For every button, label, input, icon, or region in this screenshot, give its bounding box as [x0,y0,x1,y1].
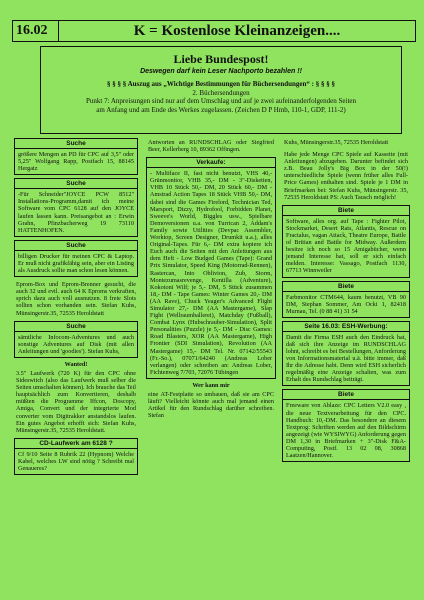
ad-body: billigen Drucker für meinen CPC & Laptop. Er muß nicht grafikfähig sein, aber ein Listing als Ausdruck sollte man schon lesen können. [18,252,134,275]
ad-heading: CD-Laufwerk am 6128 ? [15,439,137,449]
ad-kuhs-address: Kuhs, Münsingerstr.35, 72535 Heroldstatt [284,139,389,146]
ad-heading: Suche [15,322,137,332]
intro-line-3: Punkt 7: Anpreisungen sind nur auf dem Umschlag und auf je zwei aufeinanderfolgenden Seiten [85,97,356,105]
ad-heading: Suche [15,139,137,149]
ad-body: Cf 9/10 Seite 8 Rubrik 22 (Hypnom) Welche Kabel, welches LW sind nötig ? Schreibt mal Genaueres? [18,450,134,472]
ad-wer-heading: Wer kann mir [192,381,230,389]
column-1 [14,138,138,478]
ad-biete-3 [282,389,410,462]
page-title: K = Kostenlose Kleinanzeigen.... [133,22,341,39]
ad-cd-laufwerk [14,438,138,475]
ad-body: Software, alles org. auf Tape : Fighter Pilot, Stockmarket, Desert Rats, Atlantis, Rescue on Fractalus, vagan Attack, Theatre Europe, Battle of Britian and Battle for Midway. Außerdem besitze ich noch so 15 Amigabücher, wenn jemand Interesse hat, soll er sich einfach melden. Interesse: Vassago, Postfach 1130, 67713 Winnweiler [286,217,406,275]
ad-biete-2 [282,281,410,318]
ad-antworten: Antworten an RUNDSCHLAG oder Siegfried Beer, Kellerberg 10, 89362 Offingen. [148,139,274,154]
intro-subtitle: Deswegen darf kein Leser Nachporto bezahlen !! [140,68,302,75]
intro-line-2: 2. Büchersendungen [192,88,250,97]
ad-verkaufe [146,157,276,379]
ad-heading: Suche [15,179,137,189]
ad-heading: Seite 16.03: ESH-Werbung: [283,322,409,332]
ad-habe: Habe jede Menge CPC Spiele auf Kassette (mit Anleitungen) abzugeben. Darunter befindet sich z.B. Beau Jolly's Big Box in der 50(!) unterschiedliche Spiele (wenn früher alles Full-Price Games) enthalten sind. Spiele je 1 DM in Briefmarken bei: Stefan Kuhs, Münsingerstr. 35, 72535 Heroldstatt PS: Auch Tausch möglich! [284,151,408,201]
ad-esh-werbung [282,321,410,387]
intro-line-1: § § § § Auszug aus „Wichtige Bestimmungen für Büchersendungen“ : § § § § [106,80,336,88]
page-number: 16.02 [13,21,59,41]
ad-heading: Biete [283,390,409,400]
ad-body: Damit die Firma ESH auch den Eindruck hat, daß sich ihre Anzeige im RUNDSCHLAG lohnt, schreibt es bei Bestellungen, Anforderung von Informationsmaterial u.ä. bitte immer, daß Ihr die Adresse habt. Denn wird ESH sicherlich regelmäßig eine Anzeige schalten, was zum Erhalt des Rundschlag beiträgt. [286,333,406,384]
ad-heading: Biete [283,282,409,292]
ad-suche-2 [14,178,138,237]
ad-wanted-body: 3.5" Laufwerk (720 K) für den CPC ohne Sideswitch (also das Laufwerk muß selber die Seiten umschalten können). Ich brauche das Teil hauptsächlich zum Konvertieren, deshalb müßten die Programme Iffcon, Doscopy, Amiga, Convert und der integrierte Mod converter vom Digitrakker anstandslos laufen. Ein gutes Angebot erhofft sich: Stefan Kuhs, Münsingerstr.35, 72535 Heroldstatt. [16,369,136,434]
ad-wanted-heading: Wanted! [64,360,88,368]
column-2 [146,138,276,423]
intro-title: Liebe Bundespost! [173,52,269,66]
ad-body: Freeware von Ablaze: CPC Letters V2.0 easy , die neue Textverarbeitung für den CPC. Handbuch: 10,-DM. Das besondere an diesem Textprog: Schriften werden auf den Bildschirm angezeigt (wie WYSIWYG) Anforderung gegen DM 1,30 in Briefmarken + 3"-Disk F&A-Computing, Postf. 13 02 08, 30868 Laatzen/Hannover. [286,402,406,460]
ad-heading: Biete [283,206,409,216]
ad-suche-1 [14,138,138,175]
ad-heading: Suche [15,241,137,251]
page-header [12,20,416,42]
ad-body: Farbmonitor CTM644, kaum benutzt, VB 90 DM, Stephan Sommer, Am Ocki 1, 82418 Murnau, Tel. (0 88 41) 31 54 [286,293,406,315]
ad-suche-3 [14,240,138,277]
ad-body: -Für Schneider"JOYCE PCW 8512" Installations-Programm,damit ich meine Software vom CPC 6128 auf den JOYCE laufen lassen kann. Preisangebot an : Erwin Grahn, Pfinzbacherweg 19 73110 HATTENHOFEN. [18,191,134,234]
intro-box [40,46,402,134]
ad-heading: Verkaufe: [147,158,275,168]
ad-wer-body: eine AT-Festplatte so umbauen, daß sie am CPC läuft? Vielleicht könnte auch mal jemand einen Artikel für den Rundschlag darüber schreiben. Stefan [148,391,274,420]
ad-body: größere Mengen an PD für CPC auf 3,5" oder 5,25" Wolfgang Rapp, Postfach 15, 88145 Hergatz [18,151,134,173]
column-3 [282,138,410,465]
ad-suche-4 [14,321,138,358]
ad-body: sämtliche Infocom-Adventures und auch sonstige Adventures auf Disk (mit allen Anleitungen und 'goodies'). Stefan Kuhs, [18,333,134,355]
ad-eprom: Eprom-Box und Eprom-Brenner gesucht, die auch 32 und evtl. auch 64 K Eproms verkraften, sprich dazu auch voll ausnutzen. 8 freie Slots sollten schon vorhanden sein. Stefan Kuhs, Münsingerstr.35, 72535 Heroldstatt [16,281,136,317]
ad-body: - Multiface II, fast nicht benutzt, VHS 40,- Grünmonitor, VHB 35,- DM - 3"-Disketten, VHB 10 Stück 50,- DM, 20 Stück 60,- DM - Amstrad Action Tapes 18 Stück VHB 50,- DM, dabei sind die Games Firelord, Technician Ted, Marsport, Dizzy, Hydrofool, Forbidden Planet, Sweeve's World, Biggles usw., Spielbare Demoversionen u.a. von Turrican 2, Addam's Family sowie Utilities (Devpac Assembler, Worktop, Screen Designer, Drumkit u.a.), alles Original-Tapes. Für 6,- DM extra kopiere ich Euch auch die Seiten mit den Anleitungen aus dem Heft - Low Budged Games (Tape): Grand Prix Simulator, Speed King (Motorrad-Rennen), Rastercan, Into Oblivion, Zub, Storm, Montezumasrevenge, Kentilla (Adventure), Kokotoni Wilf; je 5,- DM, 5 Stück zusammen 18,- DM - Tape Games: Winter Games 20,- DM (AA Rave), Chuck Yeager's Advanced Flight Simulator 27,- DM (AA Mastergame), Slap Fight (Wellraumballerei), Matchday (Fußball), Combat Lynx (Hubschrauber-Simulation), Split Personalities (Puzzle) je 5,- DM - Disc Games: Road Blasters, XOR (AA Mastergame), High Frontier (SDI Simulation), Revolution (AA Mastergame) 15,- DM Tel. Nr. 07142/55543 (Fr.-So.), 07071/64240 (Andreas Lober verlangen) oder schreiben an: Andreas Lober, Fichtenweg 7/703, 72076 Tübingen [150,170,272,376]
ad-biete-1 [282,205,410,278]
intro-line-4: am Anfang und am Ende des Werkes zugelassen. (Zeichen D P Hmb, 110-1, GDP, 111-2) [96,105,346,114]
